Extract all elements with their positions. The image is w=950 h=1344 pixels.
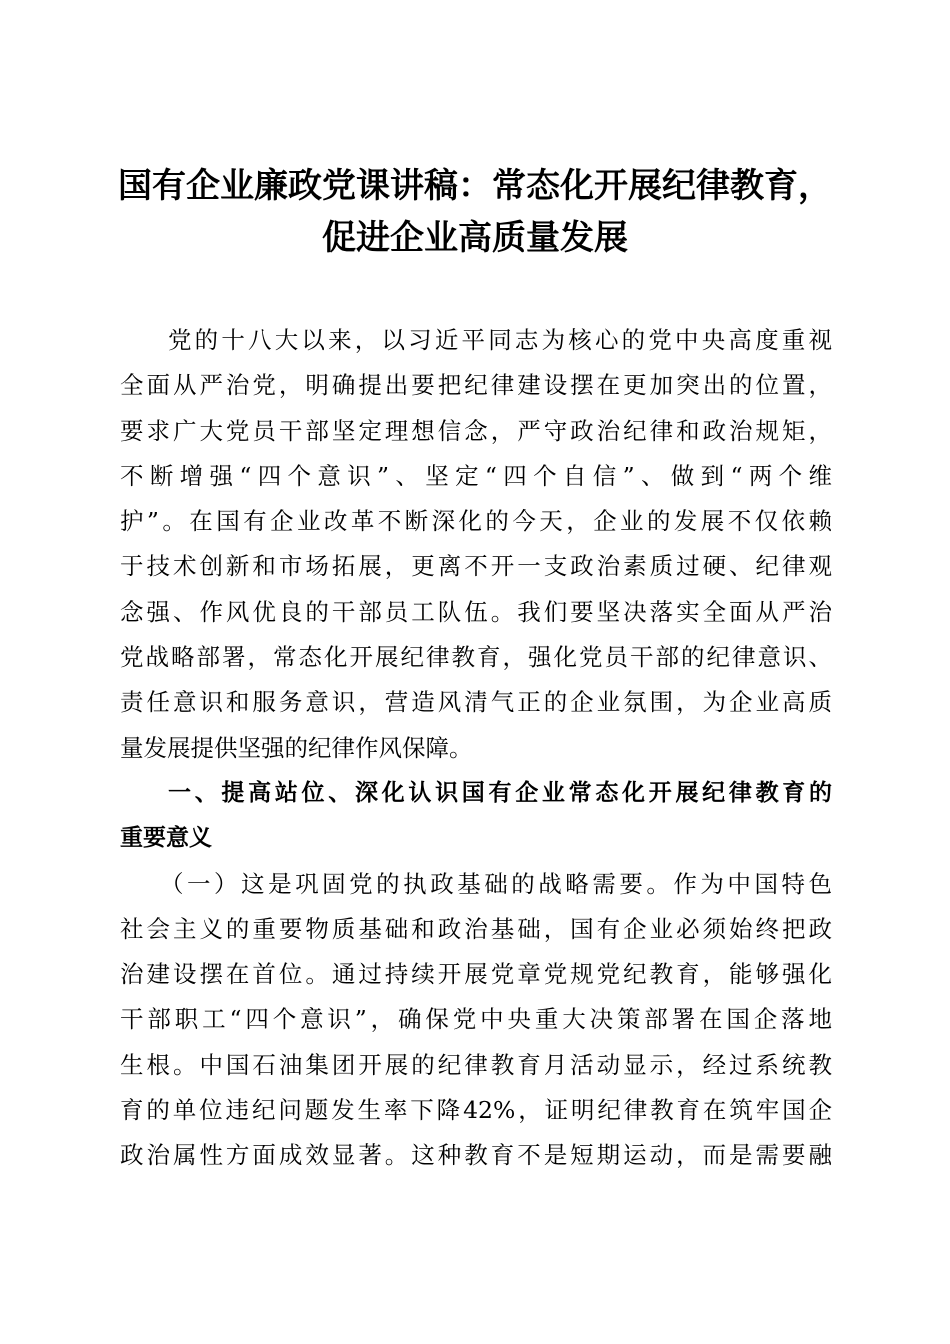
- heading-line: 一、提高站位、深化认识国有企业常态化开展纪律教育的: [168, 779, 832, 806]
- text-line: 量发展提供坚强的纪律作风保障。: [120, 733, 473, 762]
- document-body: [120, 318, 832, 1179]
- document-title: [80, 160, 870, 264]
- text-line: 不断增强“四个意识”、坚定“四个自信”、做到“两个维: [120, 461, 832, 490]
- text-line: （一）这是巩固党的执政基础的战略需要。作为中国特色: [160, 869, 832, 898]
- text-line: 全面从严治党，明确提出要把纪律建设摆在更加突出的位置，: [120, 371, 832, 400]
- text-line: 党战略部署，常态化开展纪律教育，强化党员干部的纪律意识、: [120, 643, 832, 672]
- text-line: 生根。中国石油集团开展的纪律教育月活动显示，经过系统教: [120, 1050, 832, 1079]
- paragraph-intro: [120, 318, 832, 771]
- text-line: 责任意识和服务意识，营造风清气正的企业氛围，为企业高质: [120, 688, 832, 717]
- text-line: 社会主义的重要物质基础和政治基础，国有企业必须始终把政: [120, 914, 832, 943]
- text-line: 护”。在国有企业改革不断深化的今天，企业的发展不仅依赖: [120, 507, 832, 536]
- text-line: 干部职工“四个意识”，确保党中央重大决策部署在国企落地: [120, 1005, 832, 1034]
- heading-line: 重要意义: [120, 825, 212, 852]
- text-line: 要求广大党员干部坚定理想信念，严守政治纪律和政治规矩，: [120, 416, 832, 445]
- section-heading-1: [120, 771, 832, 862]
- text-line: 于技术创新和市场拓展，更离不开一支政治素质过硬、纪律观: [120, 552, 832, 581]
- text-line: 育的单位违纪问题发生率下降42%，证明纪律教育在筑牢国企: [120, 1096, 832, 1125]
- text-line: 党的十八大以来，以习近平同志为核心的党中央高度重视: [168, 326, 832, 354]
- text-line: 治建设摆在首位。通过持续开展党章党规党纪教育，能够强化: [120, 960, 832, 989]
- title-line-1: 国有企业廉政党课讲稿：常态化开展纪律教育，: [118, 166, 832, 206]
- text-line: 念强、作风优良的干部员工队伍。我们要坚决落实全面从严治: [120, 597, 832, 626]
- title-line-2: 促进企业高质量发展: [322, 218, 628, 258]
- text-line: 政治属性方面成效显著。这种教育不是短期运动，而是需要融: [120, 1141, 832, 1170]
- paragraph-subsection-1: [120, 862, 832, 1179]
